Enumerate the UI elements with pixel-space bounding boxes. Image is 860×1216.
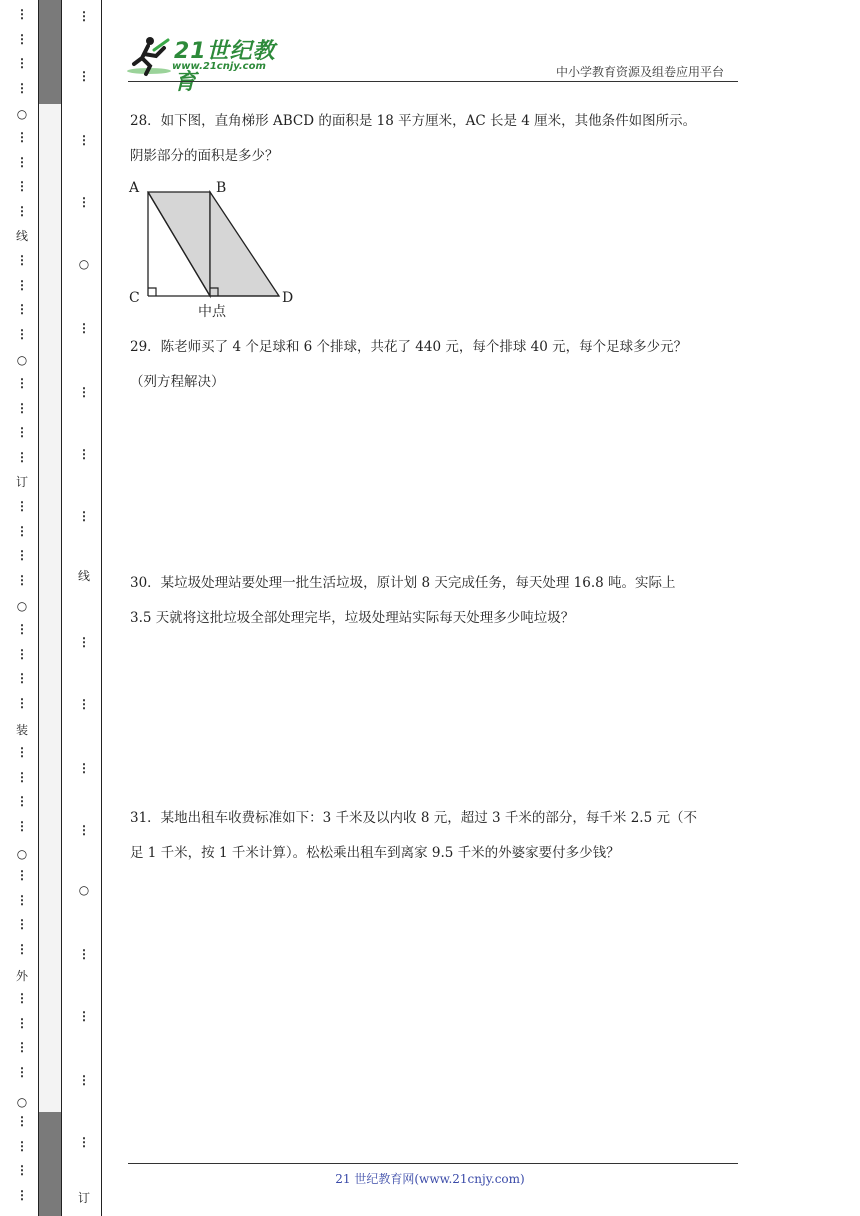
margin-dots-icon: ⋮ [16,130,28,144]
label-c: C [129,290,140,306]
logo [124,34,294,95]
margin-dots-icon: ⋮ [78,697,90,711]
margin-circle-icon: ○ [78,883,90,897]
margin-dots-icon: ⋮ [78,447,90,461]
margin-dots-icon: ⋮ [16,1114,28,1128]
question-29 [130,330,687,400]
runner-logo-icon [124,34,174,78]
margin-circle-icon: ○ [16,599,28,613]
margin-dots-icon: ⋮ [16,991,28,1005]
margin-dots-icon: ⋮ [16,794,28,808]
margin-dots-icon: ⋮ [78,635,90,649]
margin-circle-icon: ○ [16,1095,28,1109]
margin-dots-icon: ⋮ [16,671,28,685]
question-29-line2: （列方程解决） [130,374,225,390]
margin-circle-icon: ○ [16,353,28,367]
margin-label-zhuang: 装 [15,723,28,737]
margin-dots-icon: ⋮ [78,947,90,961]
footer-divider [128,1163,738,1164]
footer-text: 21 世纪教育网(www.21cnjy.com) [335,1172,525,1186]
trapezoid-figure [124,176,304,322]
margin-dots-icon: ⋮ [16,893,28,907]
margin-dots-icon: ⋮ [16,81,28,95]
margin-dots-icon: ⋮ [16,770,28,784]
margin-dots-icon: ⋮ [78,195,90,209]
question-31-line2: 足 1 千米，按 1 千米计算）。松松乘出租车到离家 9.5 千米的外婆家要付多少钱？ [130,845,620,861]
margin-circle-icon: ○ [16,847,28,861]
question-28-line1: 28．如下图，直角梯形 ABCD 的面积是 18 平方厘米，AC 长是 4 厘米，其他条件如图所示。 [130,113,697,129]
platform-title: 中小学教育资源及组卷应用平台 [555,65,724,79]
margin-dots-icon: ⋮ [16,917,28,931]
margin-dots-icon: ⋮ [16,745,28,759]
margin-dots-icon: ⋮ [16,253,28,267]
margin-dots-icon: ⋮ [16,376,28,390]
margin-dots-icon: ⋮ [16,278,28,292]
margin-dots-icon: ⋮ [78,69,90,83]
question-28-line2: 阴影部分的面积是多少？ [130,148,279,164]
margin-dots-icon: ⋮ [78,1073,90,1087]
margin-dots-icon: ⋮ [16,1188,28,1202]
shaded-triangle-right [210,192,279,296]
margin-dots-icon: ⋮ [78,133,90,147]
margin-dots-icon: ⋮ [78,1135,90,1149]
label-midpoint: 中点 [198,304,226,320]
margin-dots-icon: ⋮ [16,1139,28,1153]
margin-dots-icon: ⋮ [16,1065,28,1079]
margin-dots-icon: ⋮ [16,56,28,70]
right-angle-mark-c [148,288,156,296]
margin-dots-icon: ⋮ [16,1016,28,1030]
margin-dots-icon: ⋮ [78,321,90,335]
gray-binding-strip [38,0,62,1216]
question-30-line1: 30．某垃圾处理站要处理一批生活垃圾，原计划 8 天完成任务，每天处理 16.8 吨。实际上 [130,575,676,591]
margin-dots-icon: ⋮ [78,823,90,837]
logo-url: www.21cnjy.com [172,61,266,72]
logo-text: 21世纪教育 [174,39,276,95]
margin-dots-icon: ⋮ [16,425,28,439]
margin-dots-icon: ⋮ [16,573,28,587]
margin-dots-icon: ⋮ [78,1009,90,1023]
margin-dots-icon: ⋮ [16,450,28,464]
margin-dots-icon: ⋮ [78,761,90,775]
outer-cut-line [6,0,38,1216]
margin-label-wai: 外 [15,969,28,983]
inner-cut-line [62,0,102,1216]
margin-dots-icon: ⋮ [16,32,28,46]
margin-dots-icon: ⋮ [16,155,28,169]
margin-label-ding-inner: 订 [77,1191,90,1205]
margin-circle-icon: ○ [16,107,28,121]
margin-dots-icon: ⋮ [16,819,28,833]
label-d: D [282,290,294,306]
margin-dots-icon: ⋮ [16,401,28,415]
margin-dots-icon: ⋮ [78,509,90,523]
margin-dots-icon: ⋮ [16,647,28,661]
question-31-line1: 31．某地出租车收费标准如下：3 千米及以内收 8 元，超过 3 千米的部分，每千米 2.5 元（不 [130,810,697,826]
question-30-line2: 3.5 天就将这批垃圾全部处理完毕，垃圾处理站实际每天处理多少吨垃圾？ [130,610,575,626]
margin-dots-icon: ⋮ [78,9,90,23]
margin-label-xian: 线 [15,229,28,243]
margin-dots-icon: ⋮ [16,1163,28,1177]
question-31 [130,801,697,871]
margin-dots-icon: ⋮ [16,1040,28,1054]
margin-dots-icon: ⋮ [16,868,28,882]
margin-dots-icon: ⋮ [16,499,28,513]
margin-dots-icon: ⋮ [16,524,28,538]
label-b: B [216,180,227,196]
margin-dots-icon: ⋮ [16,327,28,341]
margin-label-xian-inner: 线 [77,569,90,583]
margin-dots-icon: ⋮ [16,942,28,956]
margin-dots-icon: ⋮ [16,622,28,636]
margin-dots-icon: ⋮ [16,696,28,710]
margin-dots-icon: ⋮ [16,204,28,218]
margin-dots-icon: ⋮ [16,302,28,316]
question-30 [130,566,676,636]
margin-label-ding: 订 [15,475,28,489]
margin-dots-icon: ⋮ [16,548,28,562]
question-28 [130,104,696,174]
question-29-line1: 29．陈老师买了 4 个足球和 6 个排球，共花了 440 元，每个排球 40 元，每个足球多少元？ [130,339,688,355]
label-a: A [129,180,140,196]
margin-dots-icon: ⋮ [16,7,28,21]
margin-dots-icon: ⋮ [16,179,28,193]
margin-circle-icon: ○ [78,257,90,271]
margin-dots-icon: ⋮ [78,385,90,399]
header-divider [128,81,738,82]
